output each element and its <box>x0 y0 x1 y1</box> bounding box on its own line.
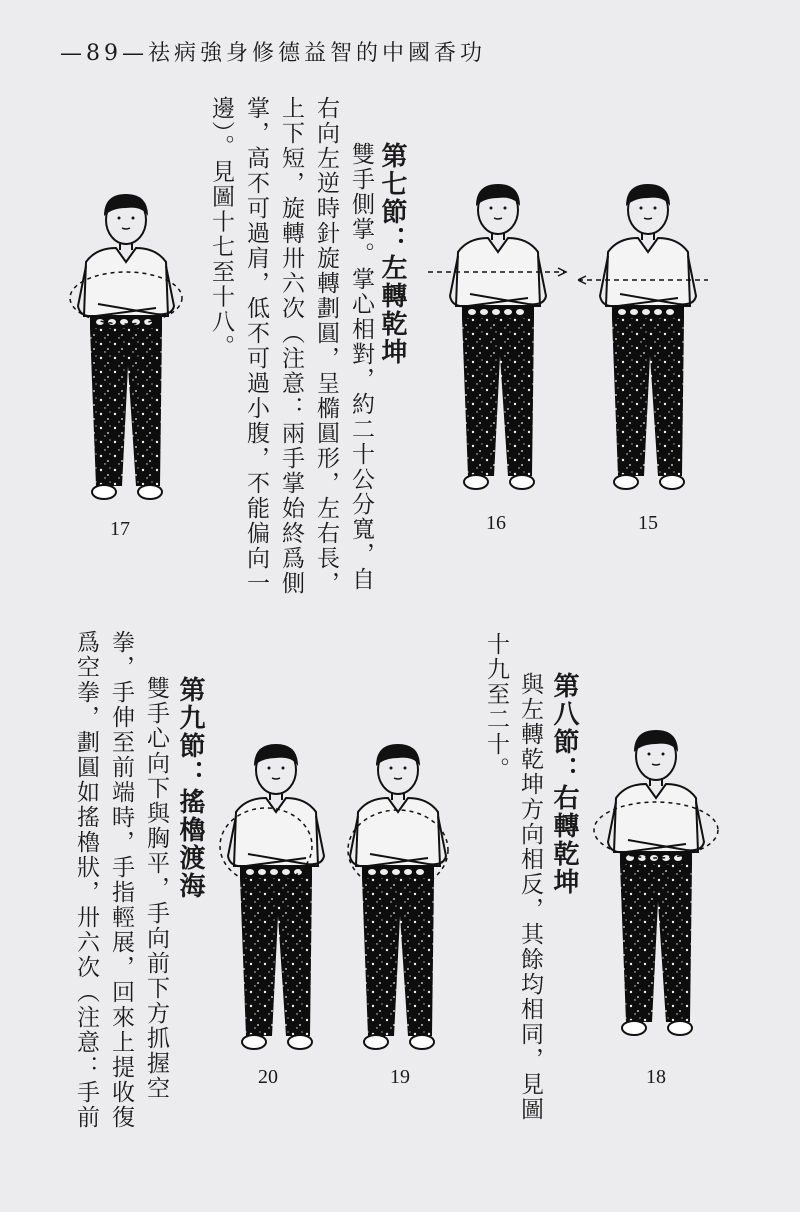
figure-20-illustration <box>206 736 346 1056</box>
section7-title: 第七節：左轉乾坤 <box>377 142 407 366</box>
figure-15-illustration <box>578 176 718 496</box>
figure-16-illustration <box>428 176 568 496</box>
section8-line-1: 與左轉乾坤方向相反，其餘均相同，見圖 <box>517 672 543 1122</box>
section7-line-2: 右向左逆時針旋轉劃圓，呈橢圓形，左右長， <box>313 96 339 596</box>
section9-line-2: 拳，手伸至前端時，手指輕展，回來上提收復 <box>108 630 134 1130</box>
section8-line-2: 十九至二十。 <box>483 632 509 782</box>
figure-17-illustration <box>56 186 196 506</box>
figure-20-number: 20 <box>258 1066 278 1088</box>
section9-line-3: 爲空拳，劃圓如搖櫓狀，卅六次（注意：手前 <box>73 630 99 1130</box>
section8-title: 第八節：右轉乾坤 <box>549 672 579 896</box>
section7-line-1: 雙手側掌。掌心相對，約二十公分寬，自 <box>348 142 374 592</box>
figure-16-number: 16 <box>486 512 506 534</box>
figure-19-number: 19 <box>390 1066 410 1088</box>
figure-19-illustration <box>328 736 468 1056</box>
section7-line-4: 掌，高不可過肩，低不可過小腹，不能偏向一 <box>243 96 269 596</box>
figure-18-number: 18 <box>646 1066 666 1088</box>
section9-title: 第九節：搖櫓渡海 <box>175 676 205 900</box>
section7-line-3: 上下短，旋轉卅六次（注意：兩手掌始終爲側 <box>278 96 304 596</box>
page-header: —89—祛病強身修德益智的中國香功 <box>60 41 486 66</box>
figure-15-number: 15 <box>638 512 658 534</box>
figure-17-number: 17 <box>110 518 130 540</box>
section7-line-5: 邊）。見圖十七至十八。 <box>208 96 234 360</box>
section9-line-1: 雙手心向下與胸平，手向前下方抓握空 <box>143 676 169 1101</box>
figure-18-illustration <box>586 722 726 1042</box>
